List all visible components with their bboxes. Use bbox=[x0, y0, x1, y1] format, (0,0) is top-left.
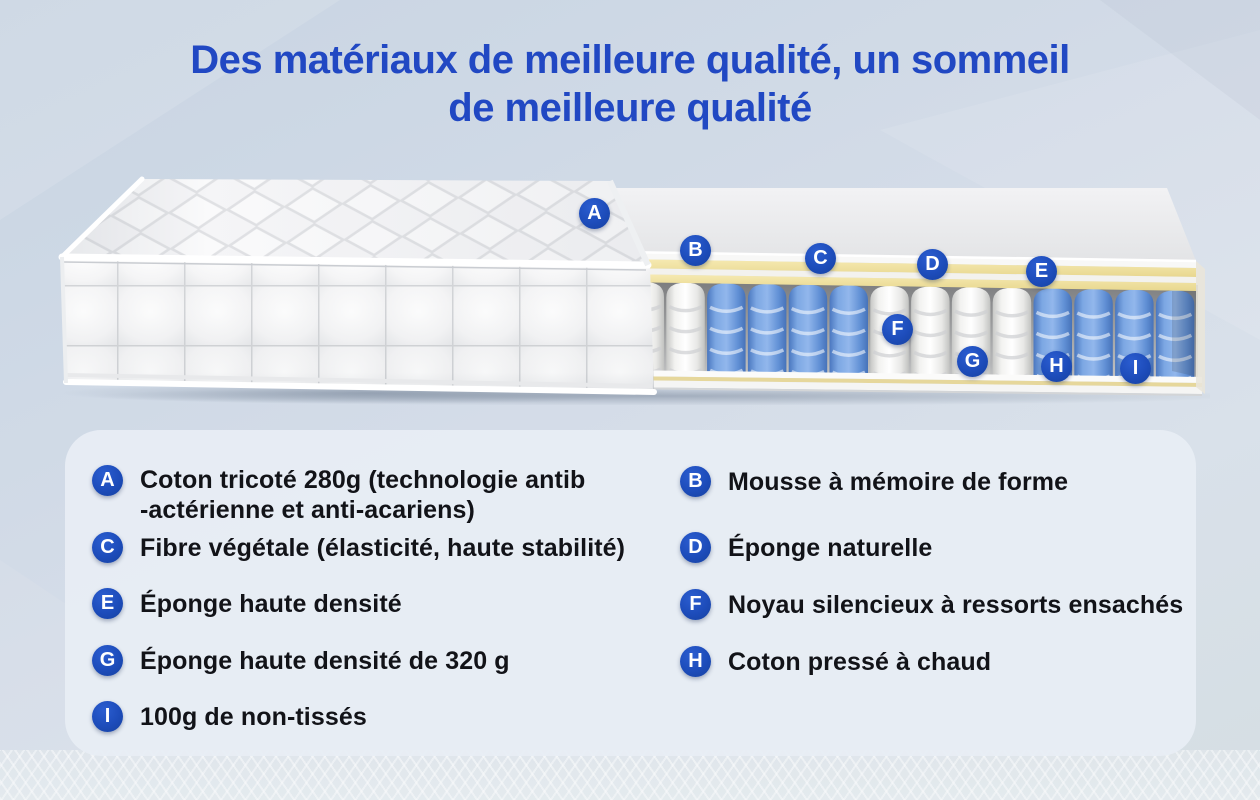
bottom-fabric-texture bbox=[0, 750, 1260, 800]
legend-item-d bbox=[680, 532, 932, 563]
legend-item-i bbox=[92, 701, 367, 732]
diagram-badge-h: H bbox=[1041, 351, 1072, 382]
legend-badge-i: I bbox=[92, 701, 123, 732]
legend-item-d-text: Éponge naturelle bbox=[728, 533, 933, 562]
legend-badge-c: C bbox=[92, 532, 123, 563]
diagram-badge-c: C bbox=[805, 243, 836, 274]
diagram-badge-g: G bbox=[957, 346, 988, 377]
legend-item-f bbox=[680, 589, 1183, 620]
legend-item-c-text: Fibre végétale (élasticité, haute stabilité) bbox=[140, 533, 626, 562]
legend-item-a bbox=[92, 465, 585, 525]
legend-item-b bbox=[680, 466, 1068, 497]
legend-item-c bbox=[92, 532, 625, 563]
legend-item-b-text: Mousse à mémoire de forme bbox=[728, 467, 1069, 496]
legend-item-i-text: 100g de non-tissés bbox=[140, 702, 367, 731]
legend-item-h-text: Coton pressé à chaud bbox=[728, 647, 992, 676]
legend-badge-g: G bbox=[92, 645, 123, 676]
legend-badge-f: F bbox=[680, 589, 711, 620]
diagram-badge-f: F bbox=[882, 314, 913, 345]
legend-item-g-text: Éponge haute densité de 320 g bbox=[140, 646, 510, 675]
diagram-badge-a: A bbox=[579, 198, 610, 229]
diagram-badge-b: B bbox=[680, 235, 711, 266]
page-title-line1: Des matériaux de meilleure qualité, un sommeil bbox=[190, 38, 1070, 82]
legend-item-h bbox=[680, 646, 991, 677]
diagram-badge-i: I bbox=[1120, 353, 1151, 384]
diagram-badge-d: D bbox=[917, 249, 948, 280]
legend-item-a-text: Coton tricoté 280g (technologie antib -actérienne et anti-acariens) bbox=[140, 466, 586, 524]
diagram-badge-e: E bbox=[1026, 256, 1057, 287]
page-title-line2: de meilleure qualité bbox=[448, 86, 812, 130]
legend-item-g bbox=[92, 645, 510, 676]
legend-badge-e: E bbox=[92, 588, 123, 619]
legend-badge-h: H bbox=[680, 646, 711, 677]
legend-panel bbox=[65, 430, 1196, 756]
legend-item-e-text: Éponge haute densité bbox=[140, 589, 402, 618]
legend-badge-b: B bbox=[680, 466, 711, 497]
legend-item-f-text: Noyau silencieux à ressorts ensachés bbox=[728, 590, 1184, 619]
page-title bbox=[0, 36, 1260, 132]
legend-badge-d: D bbox=[680, 532, 711, 563]
legend-item-e bbox=[92, 588, 402, 619]
legend-badge-a: A bbox=[92, 465, 123, 496]
